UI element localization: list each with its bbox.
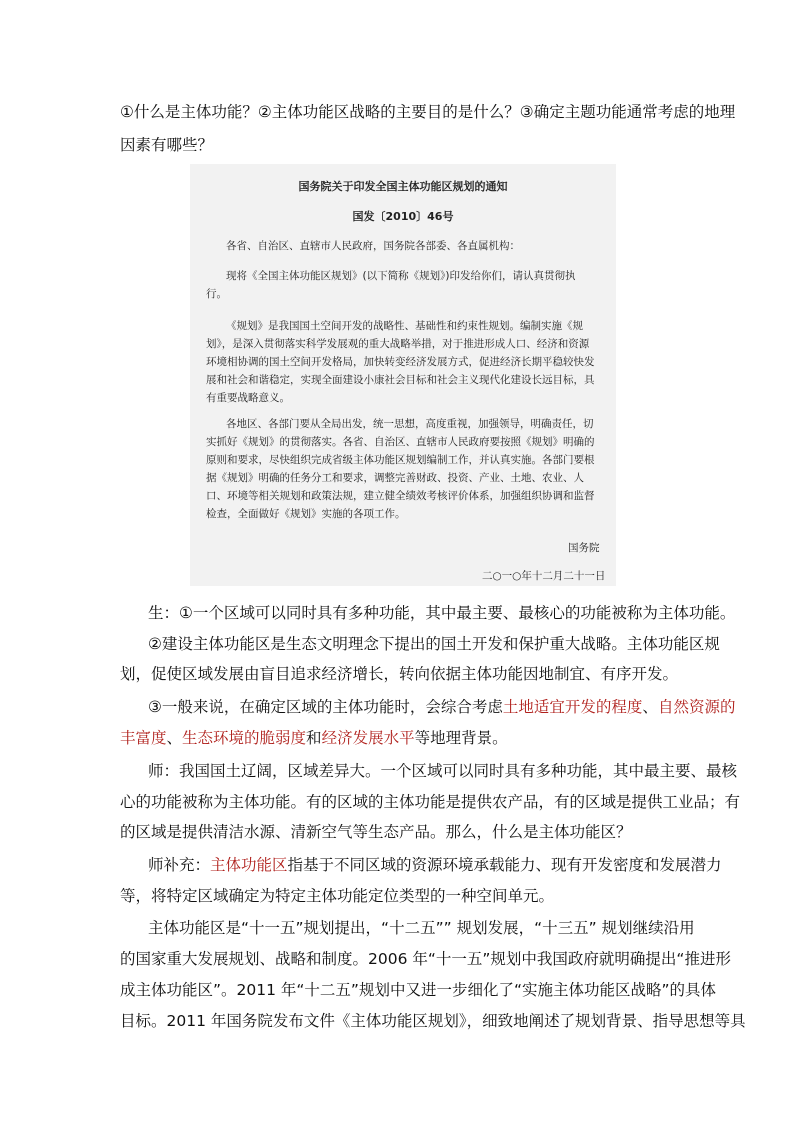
notice-date: 二○一○年十二月二十一日 <box>482 570 606 582</box>
notice-p3-line: 各地区、各部门要从全局出发，统一思想，高度重视，加强领导，明确责任，切 <box>226 418 594 430</box>
answer-2-line-2: 划，促使区域发展由盲目追求经济增长，转向依据主体功能因地制宜、有序开发。 <box>120 665 679 683</box>
notice-p3-line: 原则和要求，尽快组织完成省级主体功能区规划编制工作，并认真实施。各部门要根 <box>206 454 595 466</box>
answer-3-text: ③一般来说，在确定区域的主体功能时，会综合考虑 <box>148 698 503 716</box>
highlight-eco-fragility: 生态环境的脆弱度 <box>182 729 307 747</box>
answer-3-text: 、 <box>166 729 183 747</box>
question-line-1: ①什么是主体功能？②主体功能区战略的主要目的是什么？③确定主题功能通常考虑的地理 <box>120 103 736 121</box>
notice-p2-line: 《规划》是我国国土空间开发的战略性、基础性和约束性规划。编制实施《规 <box>226 320 583 332</box>
supplement-text: 指基于不同区域的资源环境承载能力、现有开发密度和发展潜力 <box>287 856 722 874</box>
answer-3-line-1 <box>148 695 735 717</box>
highlight-term: 主体功能区 <box>210 856 288 874</box>
history-line-1: 主体功能区是“十一五”规划提出，“十二五”” 规划发展，“十三五” 规划继续沿用 <box>148 919 695 937</box>
notice-image <box>190 164 616 586</box>
notice-p3-line: 检查，全面做好《规划》实施的各项工作。 <box>206 508 406 520</box>
answer-2-line-1: ②建设主体功能区是生态文明理念下提出的国土开发和保护重大战略。主体功能区规 <box>148 635 720 653</box>
notice-p2-line: 展和社会和谐稳定，实现全面建设小康社会目标和社会主义现代化建设长远目标，具 <box>206 374 595 386</box>
teacher-line-1: 师：我国国土辽阔，区域差异大。一个区域可以同时具有多种功能，其中最主要、最核 <box>148 762 738 780</box>
highlight-economic-level: 经济发展水平 <box>321 729 415 747</box>
notice-p3-line: 口、环境等相关规划和政策法规，建立健全绩效考核评价体系，加强组织协调和监督 <box>206 490 595 502</box>
notice-p1-line: 现将《全国主体功能区规划》(以下简称《规划》)印发给你们，请认真贯彻执 <box>226 270 576 282</box>
highlight-richness: 丰富度 <box>120 729 167 747</box>
notice-p3-line: 实抓好《规划》的贯彻落实。各省、自治区、直辖市人民政府要按照《规划》明确的 <box>206 436 595 448</box>
notice-signature: 国务院 <box>568 542 600 554</box>
question-line-2: 因素有哪些？ <box>120 136 214 154</box>
supplement-text: 师补充： <box>148 856 211 874</box>
notice-p3-line: 据《规划》明确的任务分工和要求，调整完善财政、投资、产业、土地、农业、人 <box>206 472 584 484</box>
supplement-line-2: 等，将特定区域确定为特定主体功能定位类型的一种空间单元。 <box>120 887 555 905</box>
notice-title: 国务院关于印发全国主体功能区规划的通知 <box>298 180 508 193</box>
highlight-natural-resources: 自然资源的 <box>657 698 736 716</box>
highlight-land-suitability: 土地适宜开发的程度 <box>502 698 643 716</box>
history-line-4: 目标。2011 年国务院发布文件《主体功能区规划》，细致地阐述了规划背景、指导思想等具 <box>120 1012 746 1030</box>
answer-1: 生：①一个区域可以同时具有多种功能，其中最主要、最核心的功能被称为主体功能。 <box>148 604 736 622</box>
answer-3-text: 和 <box>306 729 322 747</box>
notice-p2-line: 划》，是深入贯彻落实科学发展观的重大战略举措，对于推进形成人口、经济和资源 <box>206 338 590 350</box>
notice-p2-line: 环境相协调的国土空间开发格局，加快转变经济发展方式，促进经济长期平稳较快发 <box>206 356 595 368</box>
answer-3-text: 、 <box>642 698 658 716</box>
notice-docno: 国发〔2010〕46号 <box>352 210 454 223</box>
answer-3-text: 等地理背景。 <box>414 729 508 747</box>
notice-p2-line: 有重要战略意义。 <box>206 392 290 404</box>
history-line-2: 的国家重大发展规划、战略和制度。2006 年“十一五”规划中我国政府就明确提出“推进形 <box>120 950 731 968</box>
teacher-line-2: 心的功能被称为主体功能。有的区域的主体功能是提供农产品，有的区域是提供工业品；有 <box>120 793 741 811</box>
teacher-line-3: 的区域是提供清洁水源、清新空气等生态产品。那么，什么是主体功能区？ <box>120 823 632 841</box>
notice-p1-line: 行。 <box>206 288 227 300</box>
supplement-line-1 <box>148 853 722 875</box>
answer-3-line-2 <box>120 726 508 748</box>
notice-address: 各省、自治区、直辖市人民政府，国务院各部委、各直属机构： <box>226 240 520 252</box>
history-line-3: 成主体功能区”。2011 年“十二五”规划中又进一步细化了“实施主体功能区战略”的具体 <box>120 981 717 999</box>
